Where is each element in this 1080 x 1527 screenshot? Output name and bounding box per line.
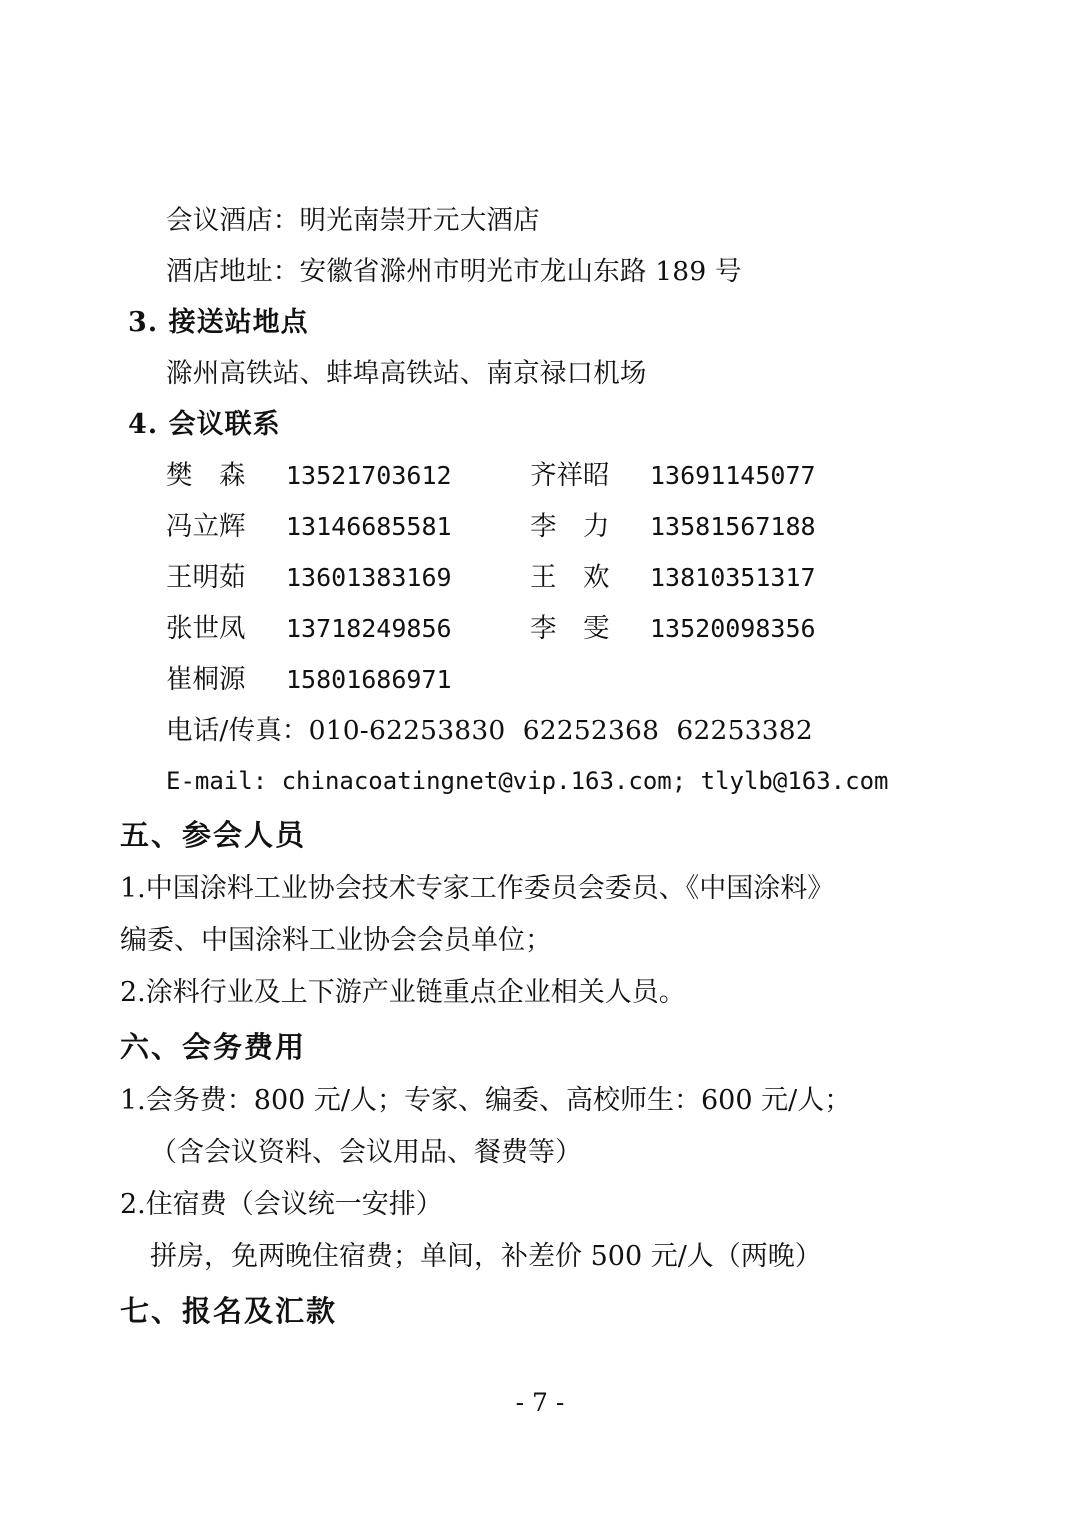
contact-phone: 13691145077 <box>650 461 816 490</box>
contact-phone: 13146685581 <box>286 512 452 541</box>
section6-line: 1.会务费：800 元/人；专家、编委、高校师生：600 元/人； <box>120 1085 852 1116</box>
contact-phone: 13810351317 <box>650 563 816 592</box>
email-line: E-mail: chinacoatingnet@vip.163.com; tlylb@163.com <box>166 767 889 795</box>
telfax-line: 电话/传真：010-62253830 62252368 62253382 <box>166 715 813 746</box>
contact-name: 冯立辉 <box>166 511 246 542</box>
contact-phone: 15801686971 <box>286 665 452 694</box>
contact-gap <box>486 501 530 552</box>
contact-phone: 13521703612 <box>286 461 452 490</box>
section6-line: 拼房，免两晚住宿费；单间，补差价 500 元/人（两晚） <box>150 1241 822 1272</box>
contact-phone: 13520098356 <box>650 614 816 643</box>
contact-row <box>120 552 960 603</box>
page-number: - 7 - <box>515 1388 565 1417</box>
hotel-address-line: 酒店地址：安徽省滁州市明光市龙山东路 189 号 <box>166 256 742 287</box>
contact-row <box>120 450 960 501</box>
section3-heading: 3. 接送站地点 <box>128 307 309 338</box>
section3-content: 滁州高铁站、蚌埠高铁站、南京禄口机场 <box>166 358 647 389</box>
contact-phone: 13718249856 <box>286 614 452 643</box>
section6-heading: 六、会务费用 <box>120 1030 307 1064</box>
section6-line: （含会议资料、会议用品、餐费等） <box>150 1137 582 1168</box>
contact-phone: 13601383169 <box>286 563 452 592</box>
contact-name: 崔桐源 <box>166 664 246 695</box>
contact-row <box>120 654 960 705</box>
contact-name: 齐祥昭 <box>530 460 610 491</box>
contact-phone: 13581567188 <box>650 512 816 541</box>
section5-line: 2.涂料行业及上下游产业链重点企业相关人员。 <box>120 977 686 1008</box>
contact-gap <box>486 552 530 603</box>
contact-name: 王 欢 <box>530 562 610 593</box>
contact-name: 李 力 <box>530 511 610 542</box>
contact-gap <box>486 603 530 654</box>
section7-heading: 七、报名及汇款 <box>120 1294 338 1328</box>
section5-line: 1.中国涂料工业协会技术专家工作委员会委员、《中国涂料》 <box>120 873 835 904</box>
contact-row <box>120 501 960 552</box>
section4-heading: 4. 会议联系 <box>128 409 281 440</box>
section6-line: 2.住宿费（会议统一安排） <box>120 1189 443 1220</box>
contact-name: 李 雯 <box>530 613 610 644</box>
hotel-name-line: 会议酒店：明光南崇开元大酒店 <box>166 205 540 236</box>
section5-heading: 五、参会人员 <box>120 818 307 852</box>
section5-line: 编委、中国涂料工业协会会员单位； <box>120 925 552 956</box>
contact-name: 樊 森 <box>166 460 246 491</box>
contact-gap <box>486 450 530 501</box>
contact-name: 王明茹 <box>166 562 246 593</box>
contact-row <box>120 603 960 654</box>
contact-name: 张世凤 <box>166 613 246 644</box>
